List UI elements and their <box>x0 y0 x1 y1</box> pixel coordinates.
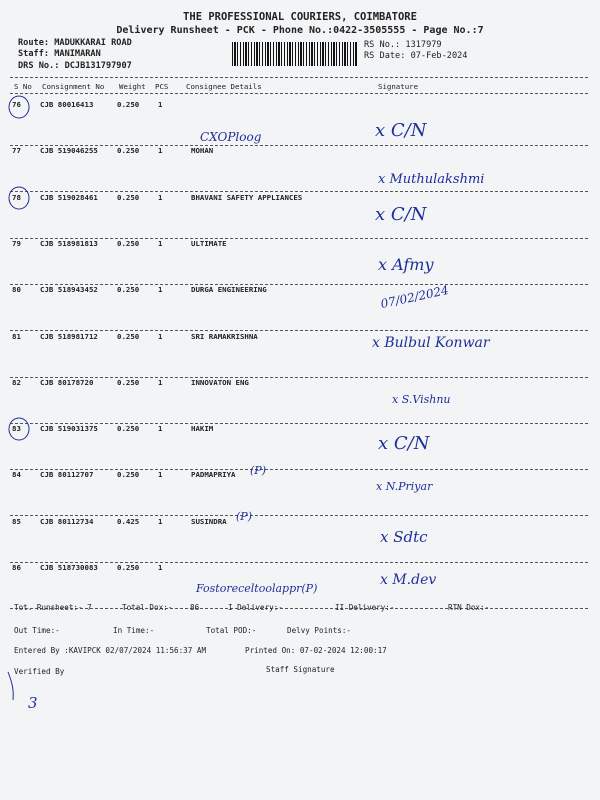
row-weight: 0.250 <box>117 146 140 155</box>
row-weight: 0.250 <box>117 239 140 248</box>
row-pcs: 1 <box>158 563 163 572</box>
col-header-pcs: PCS <box>155 82 169 91</box>
i-delivery: I Delivery:- <box>228 603 283 612</box>
row-pcs: 1 <box>158 517 163 526</box>
row-signature: x Sdtc <box>380 528 428 546</box>
row-handwritten-note: CXOPloog <box>200 130 262 144</box>
row-weight: 0.250 <box>117 193 140 202</box>
route: Route: MADUKKARAI ROAD <box>18 38 132 48</box>
divider <box>10 77 588 78</box>
col-header-consignment: Consignment No <box>42 82 105 91</box>
row-handwritten-note: (P) <box>250 464 266 477</box>
barcode <box>232 42 358 66</box>
row-divider <box>10 330 588 331</box>
col-header-sno: S No <box>14 82 32 91</box>
total-dox-value: 86 <box>190 603 200 612</box>
handwritten-mark: 3 <box>28 694 38 712</box>
out-time: Out Time:- <box>14 626 60 635</box>
row-sno: 76 <box>12 100 21 109</box>
row-consignment-no: CJB 519046255 <box>40 146 98 155</box>
row-pcs: 1 <box>158 424 163 433</box>
row-consignment-no: CJB 80112707 <box>40 470 94 479</box>
col-header-weight: Weight <box>119 82 146 91</box>
row-divider <box>10 469 588 470</box>
row-consignee: INNOVATON ENG <box>191 378 249 387</box>
row-sno: 86 <box>12 563 21 572</box>
row-consignment-no: CJB 518943452 <box>40 285 98 294</box>
staff: Staff: MANIMARAN <box>18 49 101 59</box>
row-pcs: 1 <box>158 470 163 479</box>
staff-signature: Staff Signature <box>266 665 335 674</box>
col-header-consignee: Consignee Details <box>186 82 262 91</box>
runsheet-title: Delivery Runsheet - PCK - Phone No.:0422-3505555 - Page No.:7 <box>116 25 484 36</box>
row-consignment-no: CJB 518981813 <box>40 239 98 248</box>
row-divider <box>10 515 588 516</box>
row-consignee: DURGA ENGINEERING <box>191 285 267 294</box>
in-time: In Time:- <box>113 626 155 635</box>
row-signature: x C/N <box>375 204 427 225</box>
row-signature: x S.Vishnu <box>392 393 451 406</box>
row-consignment-no: CJB 519028461 <box>40 193 98 202</box>
rs-date: RS Date: 07-Feb-2024 <box>364 51 468 61</box>
row-pcs: 1 <box>158 239 163 248</box>
row-signature: x Afmy <box>378 255 434 274</box>
row-sno: 80 <box>12 285 21 294</box>
row-handwritten-note: (P) <box>236 510 252 523</box>
total-pod: Total POD:- <box>206 626 257 635</box>
row-signature: x C/N <box>378 433 430 454</box>
total-runsheet: Tot. Runsheet:- 7 <box>14 603 92 612</box>
company-title: THE PROFESSIONAL COURIERS, COIMBATORE <box>183 11 417 23</box>
row-pcs: 1 <box>158 146 163 155</box>
row-sno: 79 <box>12 239 21 248</box>
row-consignment-no: CJB 518730083 <box>40 563 98 572</box>
verify-pen-stroke <box>8 672 13 700</box>
row-signature: x Bulbul Konwar <box>372 335 490 351</box>
row-sno: 77 <box>12 146 21 155</box>
row-weight: 0.425 <box>117 517 140 526</box>
delivery-points: Delvy Points:- <box>287 626 352 635</box>
row-weight: 0.250 <box>117 332 140 341</box>
row-consignment-no: CJB 80016413 <box>40 100 94 109</box>
row-signature: x M.dev <box>380 572 437 588</box>
row-signature: x Muthulakshmi <box>378 172 485 187</box>
row-sno: 83 <box>12 424 21 433</box>
row-signature: 07/02/2024 <box>379 282 450 312</box>
printed-on: Printed On: 07-02-2024 12:00:17 <box>245 646 387 655</box>
drs-number: DRS No.: DCJB131797907 <box>18 61 132 71</box>
row-sno: 85 <box>12 517 21 526</box>
row-pcs: 1 <box>158 332 163 341</box>
row-consignment-no: CJB 518981712 <box>40 332 98 341</box>
row-sno: 84 <box>12 470 21 479</box>
row-weight: 0.250 <box>117 563 140 572</box>
total-dox-label: Total Dox:- <box>122 603 173 612</box>
row-sno: 78 <box>12 193 21 202</box>
row-consignee: MOHAN <box>191 146 214 155</box>
row-consignee: SUSINDRA <box>191 517 227 526</box>
entered-by: Entered By :KAVIPCK 02/07/2024 11:56:37 AM <box>14 646 207 655</box>
row-signature: x N.Priyar <box>376 480 433 493</box>
row-weight: 0.250 <box>117 470 140 479</box>
row-weight: 0.250 <box>117 100 140 109</box>
verified-by: Verified By <box>14 667 65 676</box>
row-consignee: SRI RAMAKRISHNA <box>191 332 258 341</box>
row-consignee: BHAVANI SAFETY APPLIANCES <box>191 193 303 202</box>
row-sno: 82 <box>12 378 21 387</box>
row-consignee: HAKIM <box>191 424 214 433</box>
row-sno: 81 <box>12 332 21 341</box>
row-weight: 0.250 <box>117 285 140 294</box>
row-weight: 0.250 <box>117 378 140 387</box>
rtn-dox: RTN Dox:- <box>448 603 490 612</box>
row-consignment-no: CJB 519031375 <box>40 424 98 433</box>
row-divider <box>10 377 588 378</box>
row-consignee: ULTIMATE <box>191 239 227 248</box>
divider <box>10 93 588 94</box>
row-divider <box>10 191 588 192</box>
row-pcs: 1 <box>158 285 163 294</box>
row-consignment-no: CJB 80178720 <box>40 378 94 387</box>
row-consignee: PADMAPRIYA <box>191 470 236 479</box>
row-divider <box>10 608 588 609</box>
row-pcs: 1 <box>158 378 163 387</box>
rs-number: RS No.: 1317979 <box>364 40 442 50</box>
row-consignment-no: CJB 80112734 <box>40 517 94 526</box>
ii-delivery: II Delivery:- <box>335 603 395 612</box>
row-signature: x C/N <box>375 120 427 141</box>
col-header-signature: Signature <box>378 82 419 91</box>
row-handwritten-note: Fostoreceltoolappr(P) <box>196 582 318 595</box>
row-pcs: 1 <box>158 193 163 202</box>
row-pcs: 1 <box>158 100 163 109</box>
row-weight: 0.250 <box>117 424 140 433</box>
